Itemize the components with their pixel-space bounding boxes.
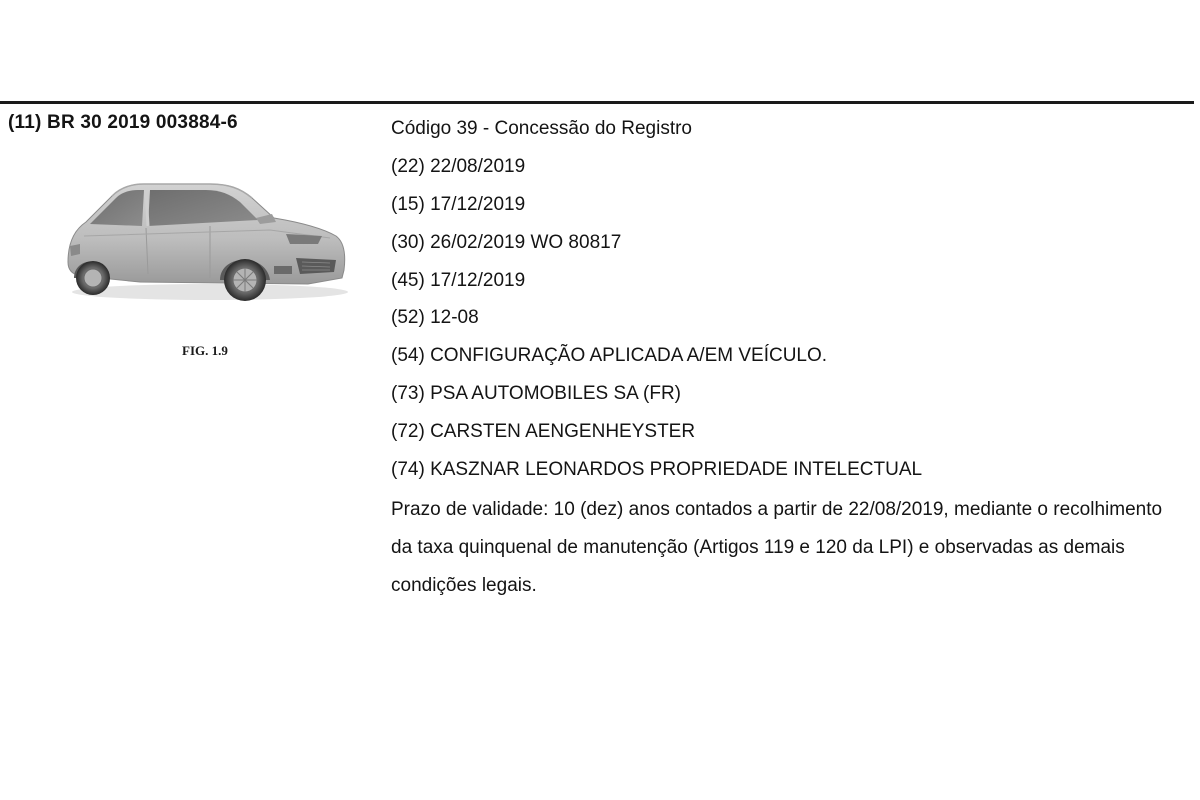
figure-caption: FIG. 1.9 [182, 343, 228, 358]
status-line: Código 39 - Concessão do Registro [391, 118, 693, 139]
entry-classification: (52) 12-08 [391, 307, 479, 329]
registration-number: (11) BR 30 2019 003884-6 [8, 112, 238, 133]
entry-filing-date: (22) 22/08/2019 [391, 155, 526, 177]
entry-attorney: (74) KASZNAR LEONARDOS PROPRIEDADE INTELECTUAL [391, 459, 923, 481]
entry-publication-date: (45) 17/12/2019 [391, 269, 526, 291]
validity-paragraph: Prazo de validade: 10 (dez) anos contados a partir de 22/08/2019, mediante o recolhimento da taxa quinquenal de manutenção (Artigos 119 e 120 da LPI) e observadas as demais condições legais. [391, 498, 1163, 596]
entry-priority: (30) 26/02/2019 WO 80817 [391, 231, 622, 253]
entry-author: (72) CARSTEN AENGENHEYSTER [391, 421, 696, 443]
details-column [391, 110, 1181, 605]
entry-holder: (73) PSA AUTOMOBILES SA (FR) [391, 383, 682, 405]
entry-title: (54) CONFIGURAÇÃO APLICADA A/EM VEÍCULO. [391, 345, 828, 367]
header-rule [0, 101, 1194, 104]
entry-grant-date: (15) 17/12/2019 [391, 193, 526, 215]
car-illustration [60, 174, 350, 304]
